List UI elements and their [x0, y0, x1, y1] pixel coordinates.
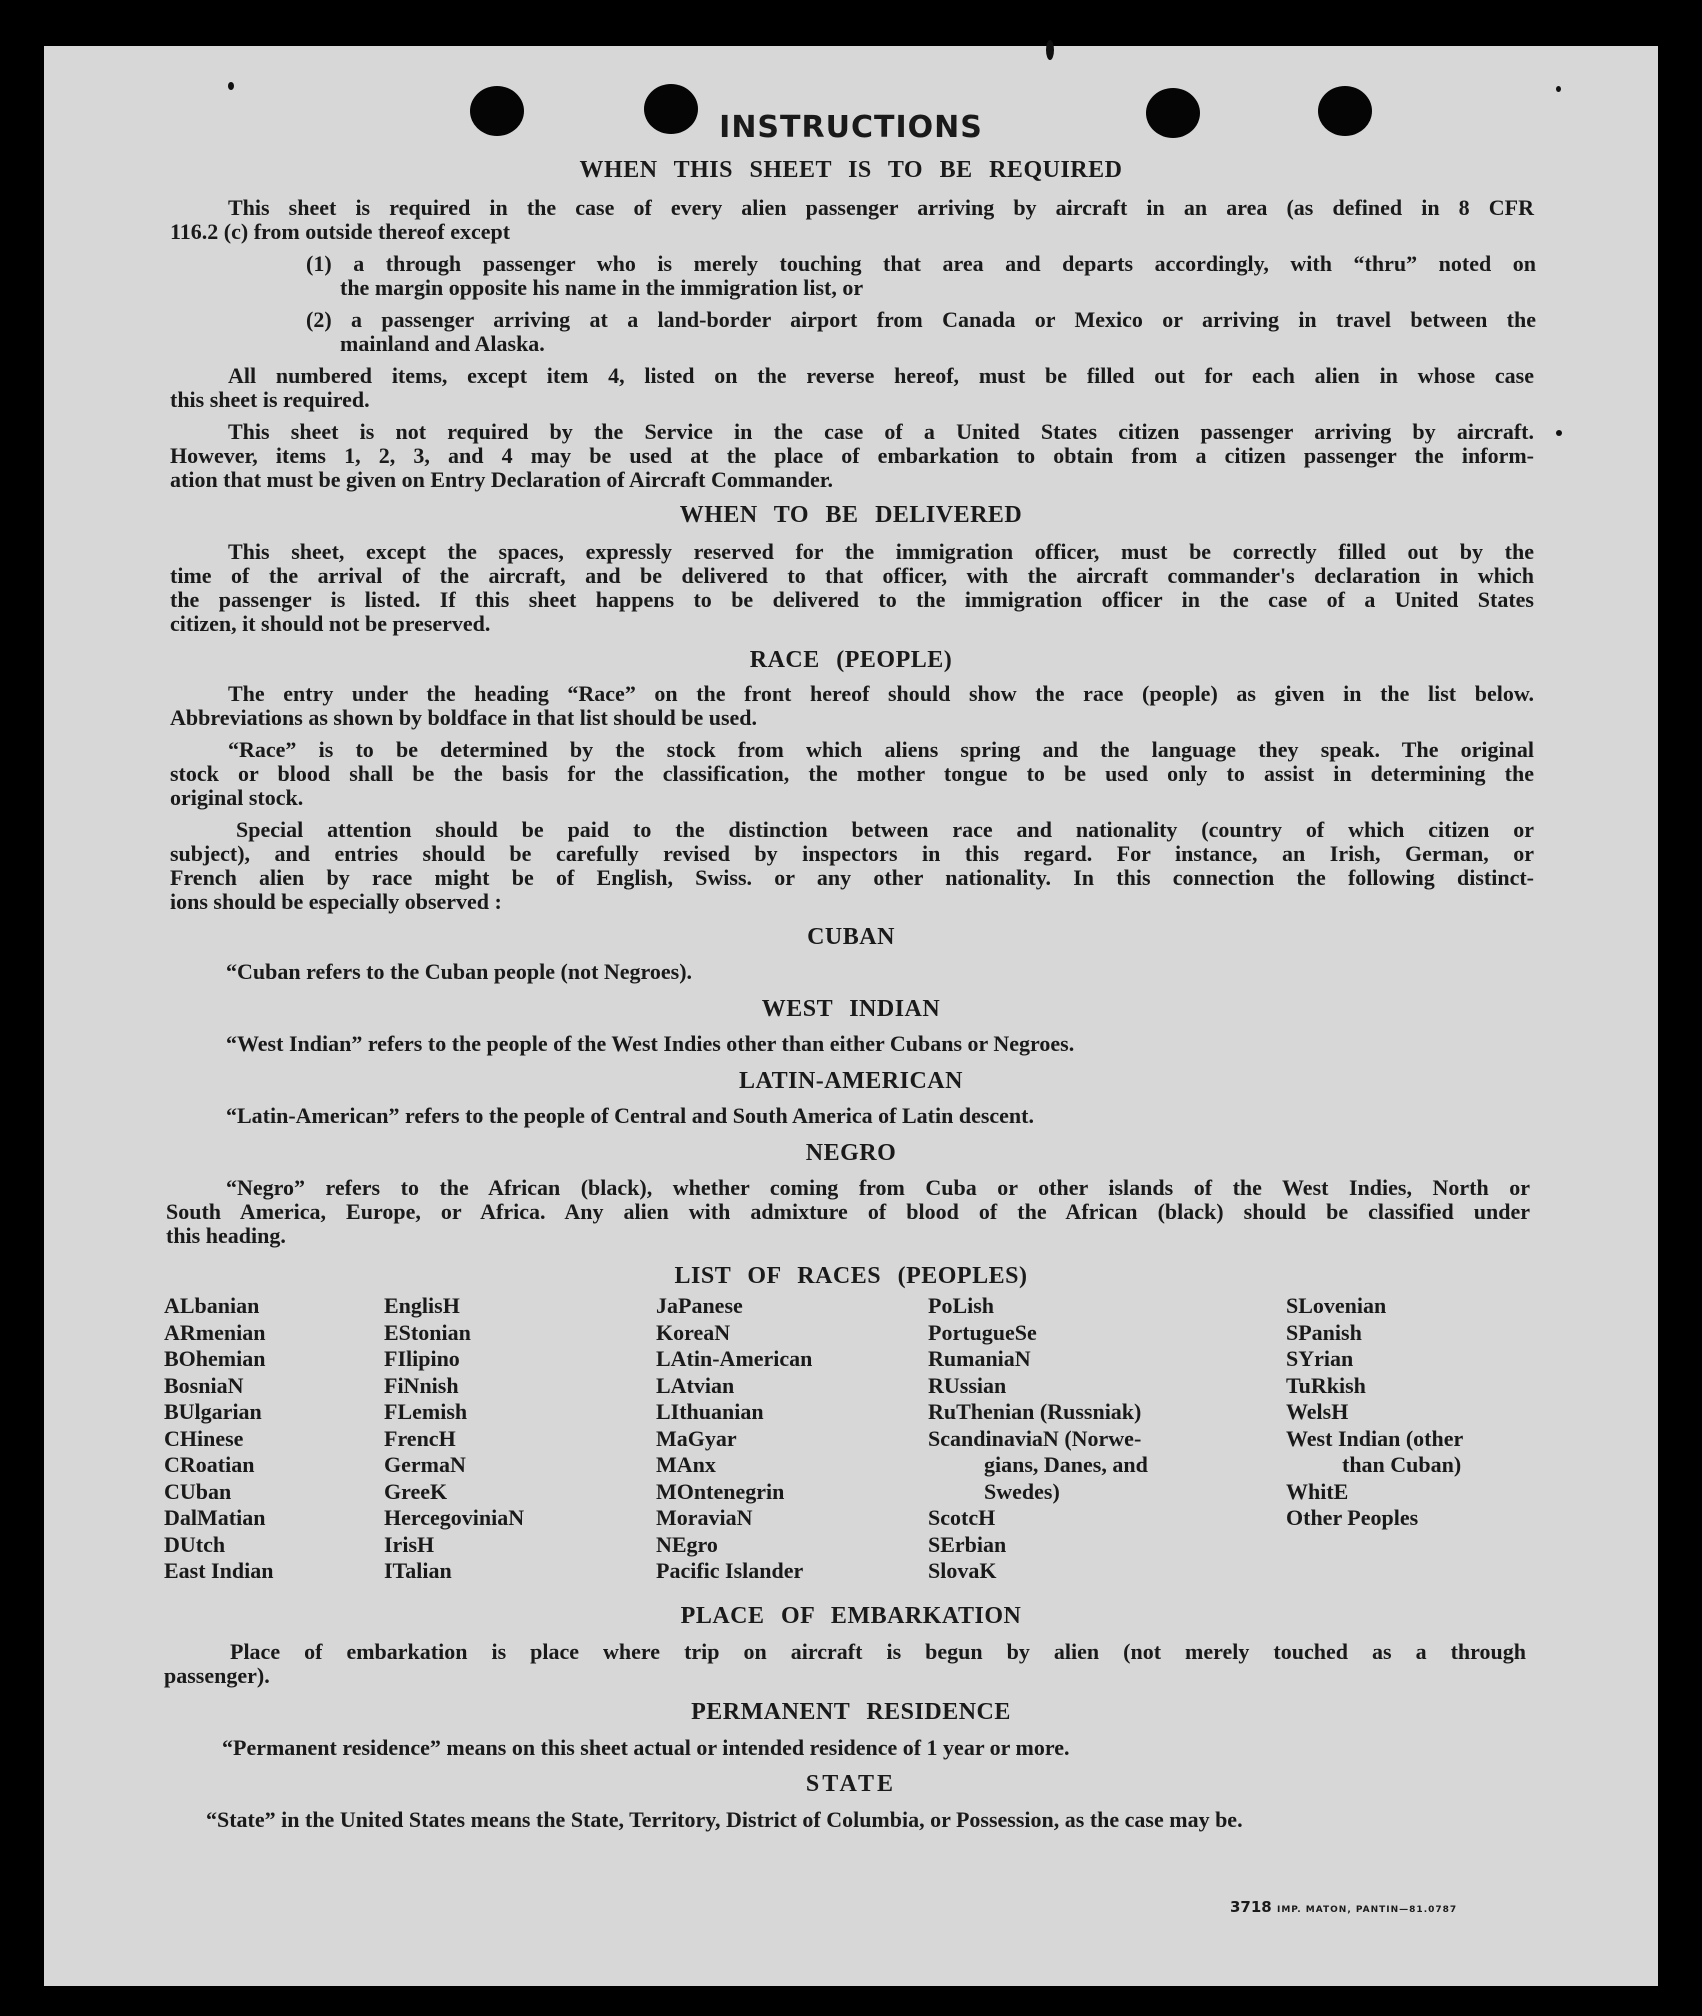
race-item: LIthuanian [656, 1399, 764, 1424]
race-item: SLovenian [1286, 1293, 1387, 1318]
speck [1046, 40, 1054, 60]
paragraph-line: This sheet is required in the case of every alien passenger arriving by aircraft in an area (as defined in 8 CFR [228, 195, 1534, 220]
race-item: FLemish [384, 1399, 468, 1424]
race-item: CUban [164, 1478, 232, 1504]
exception-item: the margin opposite his name in the immigration list, or [340, 275, 864, 300]
paragraph-line: this sheet is required. [170, 387, 370, 412]
heading-when-required: WHEN THIS SHEET IS TO BE REQUIRED [579, 157, 1123, 183]
race-item: East Indian [164, 1558, 274, 1583]
race-item: BosniaN [164, 1372, 244, 1398]
speck [228, 82, 234, 90]
race-item: WhitE [1286, 1478, 1349, 1504]
race-item: RumaniaN [928, 1346, 1031, 1371]
paragraph-line: This sheet is not required by the Service in the case of a United States citizen passenger arriving by aircraft. [228, 419, 1534, 444]
race-item: NEgro [656, 1531, 718, 1557]
page-title: INSTRUCTIONS [719, 110, 983, 145]
definition-state: “State” in the United States means the State, Territory, District of Columbia, or Possession, as the case may be. [206, 1807, 1243, 1832]
paragraph-line: citizen, it should not be preserved. [170, 611, 491, 636]
race-item: MOntenegrin [656, 1478, 785, 1504]
race-item: Other Peoples [1286, 1505, 1419, 1530]
paragraph-line: passenger). [164, 1663, 270, 1688]
paragraph-line: subject), and entries should be carefully revised by inspectors in this regard. For instance, an Irish, German, or [170, 841, 1534, 866]
paragraph-line: Special attention should be paid to the distinction between race and nationality (country of which citizen or [236, 817, 1534, 842]
race-item: JaPanese [656, 1293, 743, 1318]
race-item: West Indian (other [1286, 1425, 1464, 1451]
race-item: than Cuban) [1342, 1452, 1462, 1477]
paragraph-line: Place of embarkation is place where trip on aircraft is begun by alien (not merely touched as a through [230, 1639, 1526, 1664]
paragraph-line: ation that must be given on Entry Declaration of Aircraft Commander. [170, 467, 834, 492]
race-item: ARmenian [164, 1319, 266, 1345]
race-item: BUlgarian [164, 1399, 262, 1424]
race-item: RuThenian (Russniak) [928, 1399, 1142, 1424]
race-item: FiNnish [384, 1372, 459, 1398]
race-item: SYrian [1286, 1346, 1354, 1371]
race-item: HercegoviniaN [384, 1505, 525, 1530]
race-item: SlovaK [928, 1558, 997, 1583]
definition-permanent-residence: “Permanent residence” means on this sheet actual or intended residence of 1 year or more. [222, 1735, 1070, 1760]
race-item: CHinese [164, 1425, 244, 1451]
definition-cuban: “Cuban refers to the Cuban people (not Negroes). [226, 959, 693, 984]
race-item: gians, Danes, and [984, 1452, 1148, 1477]
paragraph-line: time of the arrival of the aircraft, and be delivered to that officer, with the aircraft commander's declaration in which [170, 563, 1534, 588]
exception-item: (2) a passenger arriving at a land-border airport from Canada or Mexico or arriving in travel between the [306, 307, 1536, 332]
paragraph-line: All numbered items, except item 4, listed on the reverse hereof, must be filled out for each alien in whose case [228, 363, 1534, 388]
heading-state: STATE [805, 1771, 897, 1797]
race-item: SErbian [928, 1531, 1007, 1557]
race-item: WelsH [1286, 1399, 1349, 1424]
race-item: MaGyar [656, 1425, 737, 1451]
paragraph-line: French alien by race might be of English, Swiss. or any other nationality. In this connection the following distinct- [170, 865, 1534, 890]
paragraph-line: The entry under the heading “Race” on the front hereof should show the race (people) as given in the list below. [228, 681, 1534, 706]
paragraph-line: stock or blood shall be the basis for the classification, the mother tongue to be used only to assist in determining the [170, 761, 1534, 786]
paragraph-line: 116.2 (c) from outside thereof except [170, 219, 511, 244]
paragraph-line: original stock. [170, 785, 304, 810]
heading-latin-american: LATIN-AMERICAN [739, 1068, 963, 1094]
race-item: MoraviaN [656, 1505, 753, 1530]
heading-list-of-races: LIST OF RACES (PEOPLES) [674, 1263, 1028, 1289]
paragraph-line: the passenger is listed. If this sheet happens to be delivered to the immigration officer in the case of a United States [170, 587, 1534, 612]
race-item: LAtvian [656, 1372, 735, 1398]
race-item: Pacific Islander [656, 1558, 804, 1583]
race-item: EStonian [384, 1319, 471, 1345]
speck [1556, 430, 1562, 436]
heading-west-indian: WEST INDIAN [761, 996, 941, 1022]
race-column [384, 1293, 524, 1585]
print-imprint [1230, 1898, 1457, 1916]
paragraph-line: “Race” is to be determined by the stock from which aliens spring and the language they speak. The original [228, 737, 1534, 762]
race-item: DUtch [164, 1531, 226, 1557]
definition-negro: South America, Europe, or Africa. Any alien with admixture of blood of the African (black) should be classified under [166, 1199, 1530, 1224]
race-item: DalMatian [164, 1505, 266, 1530]
heading-when-delivered: WHEN TO BE DELIVERED [679, 502, 1023, 528]
heading-negro: NEGRO [805, 1140, 897, 1166]
race-item: ITalian [384, 1558, 452, 1583]
race-item: CRoatian [164, 1452, 255, 1477]
race-column [164, 1293, 273, 1585]
exception-item: (1) a through passenger who is merely touching that area and departs accordingly, with “thru” noted on [306, 251, 1536, 276]
printer-name: IMP. MATON, PANTIN—81.0787 [1276, 1905, 1458, 1915]
definition-negro: this heading. [166, 1223, 286, 1248]
definition-negro: “Negro” refers to the African (black), whether coming from Cuba or other islands of the West Indies, North or [226, 1175, 1530, 1200]
form-number: 3718 [1230, 1898, 1272, 1916]
paragraph-line: However, items 1, 2, 3, and 4 may be used at the place of embarkation to obtain from a citizen passenger the inform- [170, 443, 1534, 468]
definition-west-indian: “West Indian” refers to the people of the West Indies other than either Cubans or Negroes. [226, 1031, 1075, 1056]
race-column [928, 1293, 1148, 1585]
heading-place-of-embarkation: PLACE OF EMBARKATION [680, 1603, 1022, 1629]
race-item: FIlipino [384, 1346, 460, 1371]
race-column [1286, 1293, 1463, 1532]
race-item: PortugueSe [928, 1319, 1037, 1345]
race-item: KoreaN [656, 1319, 731, 1345]
race-column [656, 1293, 812, 1585]
paragraph-line: This sheet, except the spaces, expressly reserved for the immigration officer, must be correctly filled out by the [228, 539, 1534, 564]
heading-race: RACE (PEOPLE) [749, 647, 953, 673]
exception-item: mainland and Alaska. [340, 331, 545, 356]
race-item: ScandinaviaN (Norwe- [928, 1425, 1142, 1451]
paragraph-line: ions should be especially observed : [170, 889, 502, 914]
race-item: ScotcH [928, 1505, 996, 1530]
race-item: LAtin-American [656, 1346, 813, 1371]
heading-cuban: CUBAN [807, 924, 895, 950]
race-item: SPanish [1286, 1319, 1362, 1345]
race-item: MAnx [656, 1452, 716, 1477]
race-item: ALbanian [164, 1293, 260, 1318]
race-item: GreeK [384, 1478, 448, 1504]
paragraph-line: Abbreviations as shown by boldface in that list should be used. [170, 705, 758, 730]
race-item: BOhemian [164, 1346, 266, 1371]
race-item: Swedes) [984, 1478, 1060, 1504]
race-item: GermaN [384, 1452, 466, 1477]
race-item: IrisH [384, 1531, 435, 1557]
heading-permanent-residence: PERMANENT RESIDENCE [691, 1699, 1011, 1725]
race-item: PoLish [928, 1293, 995, 1318]
race-item: TuRkish [1286, 1372, 1366, 1398]
race-item: EnglisH [384, 1293, 460, 1318]
race-item: FrencH [384, 1425, 456, 1451]
definition-latin-american: “Latin-American” refers to the people of Central and South America of Latin descent. [226, 1103, 1034, 1128]
speck [1556, 86, 1561, 92]
race-item: RUssian [928, 1372, 1007, 1398]
